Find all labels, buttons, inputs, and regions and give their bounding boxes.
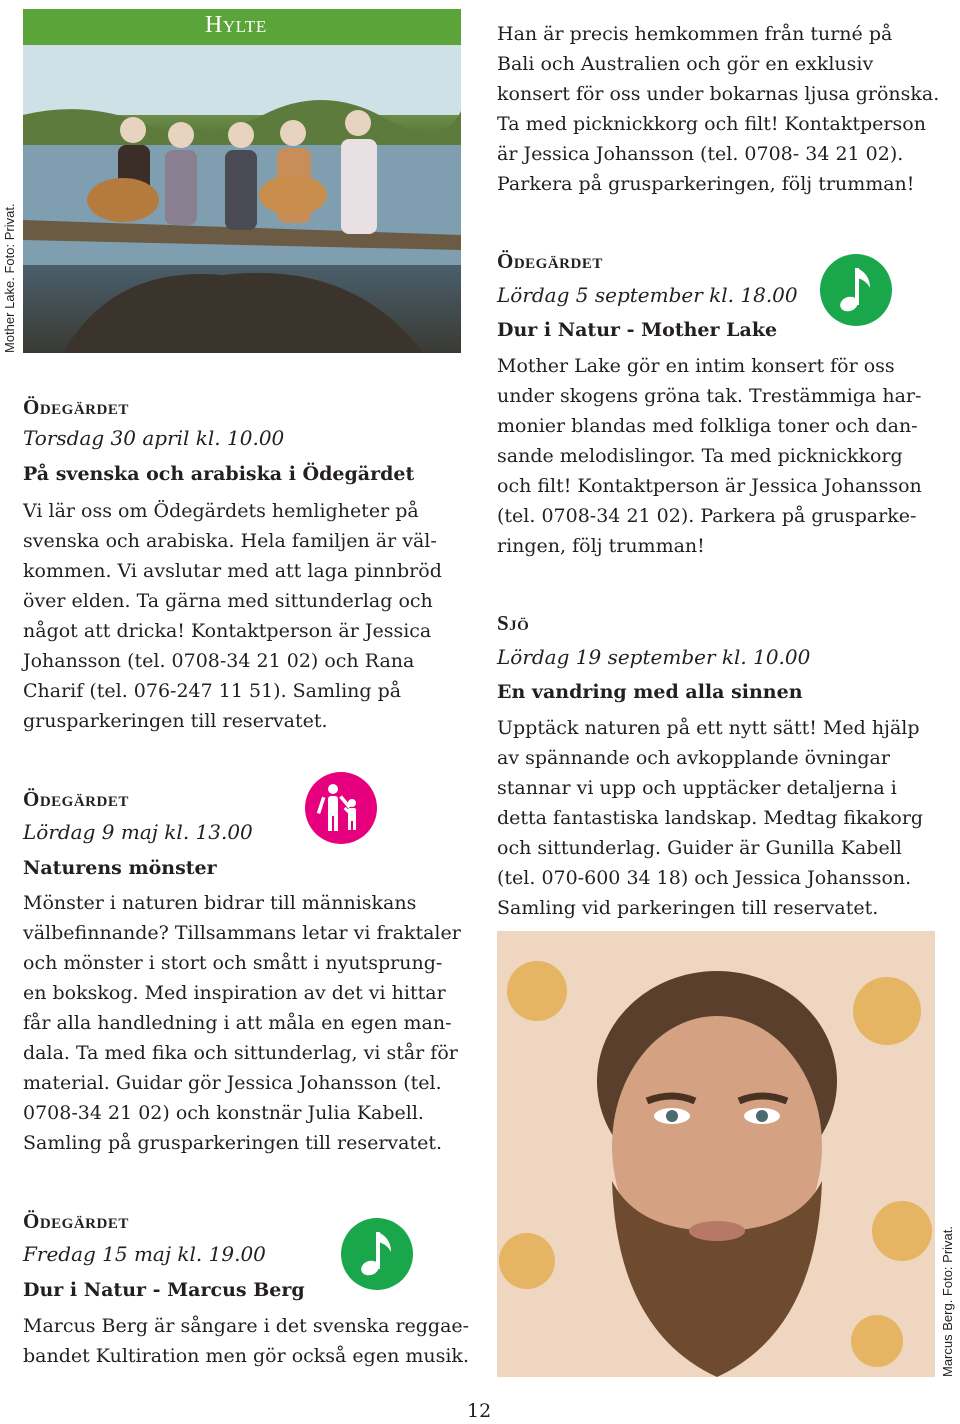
event1-body-line: Johansson (tel. 0708-34 21 02) och Rana (23, 650, 415, 672)
event1-body-line: något att dricka! Kontaktperson är Jessica (23, 620, 432, 642)
event1-body-line: kommen. Vi avslutar med att laga pinnbröd (23, 560, 442, 582)
event4-body (497, 351, 922, 561)
event1-body-line: Vi lär oss om Ödegärdets hemligheter på (23, 500, 419, 522)
event2-body-line: en bokskog. Med inspiration av det vi hittar (23, 982, 446, 1004)
music-note-glyph (820, 254, 892, 326)
mother-lake-photo (23, 45, 461, 353)
event2-body (23, 888, 461, 1158)
event1-body (23, 496, 442, 736)
event3-body-line: bandet Kultiration men gör också egen musik. (23, 1345, 469, 1367)
event3-continued-line: Han är precis hemkommen från turné på (497, 23, 893, 45)
event1-body-line: svenska och arabiska. Hela familjen är väl- (23, 530, 437, 552)
event4-body-line: ringen, följ trumman! (497, 535, 705, 557)
event2-title: Naturens mönster (23, 857, 217, 879)
event3-continued-line: konsert för oss under bokarnas ljusa grönska. (497, 83, 940, 105)
marcus-berg-photo (497, 931, 935, 1377)
event2-body-line: material. Guidar gör Jessica Johansson (tel. (23, 1072, 442, 1094)
event4-body-line: (tel. 0708-34 21 02). Parkera på grusparke- (497, 505, 917, 527)
event2-body-line: Mönster i naturen bidrar till människans (23, 892, 417, 914)
page-header-title: Hylte (205, 12, 267, 38)
event4-body-line: Mother Lake gör en intim konsert för oss (497, 355, 895, 377)
event5-body-line: detta fantastiska landskap. Medtag fikakorg (497, 807, 924, 829)
family-icon (305, 772, 377, 844)
event4-date: Lördag 5 september kl. 18.00 (497, 283, 798, 307)
event5-body-line: stannar vi upp och upptäcker detaljerna i (497, 777, 897, 799)
event1-body-line: Charif (tel. 076-247 11 51). Samling på (23, 680, 402, 702)
event3-continued-line: är Jessica Johansson (tel. 0708- 34 21 02). (497, 143, 904, 165)
event5-body-line: av spännande och avkopplande övningar (497, 747, 890, 769)
event4-body-line: monier blandas med folkliga toner och dan- (497, 415, 918, 437)
event4-body-line: sande melodislingor. Ta med picknickkorg (497, 445, 903, 467)
page-number: 12 (467, 1400, 492, 1422)
event4-venue: Ödegärdet (497, 249, 603, 273)
event1-body-line: över elden. Ta gärna med sittunderlag och (23, 590, 433, 612)
event1-venue: Ödegärdet (23, 395, 129, 419)
event4-body-line: under skogens gröna tak. Trestämmiga har- (497, 385, 922, 407)
event3-continued-line: Ta med picknickkorg och filt! Kontaktperson (497, 113, 926, 135)
marcus-berg-photo-illustration (497, 931, 935, 1377)
event2-venue: Ödegärdet (23, 787, 129, 811)
event2-date: Lördag 9 maj kl. 13.00 (23, 820, 253, 844)
event5-date: Lördag 19 september kl. 10.00 (497, 645, 811, 669)
event3-title: Dur i Natur - Marcus Berg (23, 1279, 305, 1301)
event5-title: En vandring med alla sinnen (497, 681, 803, 703)
event5-body-line: och sittunderlag. Guider är Gunilla Kabell (497, 837, 902, 859)
event4-body-line: och filt! Kontaktperson är Jessica Johansson (497, 475, 922, 497)
event3-continued-body (497, 19, 939, 199)
music-note-icon (341, 1218, 413, 1290)
family-icon-glyph (305, 772, 377, 844)
event3-body (23, 1311, 469, 1371)
event5-venue: Sjö (497, 611, 530, 635)
event1-date: Torsdag 30 april kl. 10.00 (23, 426, 285, 450)
event4-title: Dur i Natur - Mother Lake (497, 319, 778, 341)
photo-credit-marcus-berg: Marcus Berg. Foto: Privat. (940, 1226, 955, 1377)
event2-body-line: dala. Ta med fika och sittunderlag, vi står för (23, 1042, 458, 1064)
event3-continued-line: Bali och Australien och gör en exklusiv (497, 53, 874, 75)
event3-body-line: Marcus Berg är sångare i det svenska reggae- (23, 1315, 470, 1337)
event2-body-line: 0708-34 21 02) och konstnär Julia Kabell. (23, 1102, 424, 1124)
event1-title: På svenska och arabiska i Ödegärdet (23, 463, 415, 485)
event3-date: Fredag 15 maj kl. 19.00 (23, 1242, 266, 1266)
event5-body (497, 713, 923, 923)
event2-body-line: får alla handledning i att måla en egen man- (23, 1012, 452, 1034)
mother-lake-photo-illustration (23, 45, 461, 353)
event3-venue: Ödegärdet (23, 1209, 129, 1233)
music-note-icon (820, 254, 892, 326)
photo-credit-mother-lake: Mother Lake. Foto: Privat. (2, 203, 17, 353)
event2-body-line: välbefinnande? Tillsammans letar vi fraktaler (23, 922, 461, 944)
event5-body-line: (tel. 070-600 34 18) och Jessica Johansson. (497, 867, 912, 889)
music-note-glyph (341, 1218, 413, 1290)
event3-continued-line: Parkera på grusparkeringen, följ trumman! (497, 173, 915, 195)
event5-body-line: Upptäck naturen på ett nytt sätt! Med hjälp (497, 717, 920, 739)
event2-body-line: och mönster i stort och smått i nyutsprung- (23, 952, 443, 974)
event2-body-line: Samling på grusparkeringen till reservatet. (23, 1132, 443, 1154)
event5-body-line: Samling vid parkeringen till reservatet. (497, 897, 879, 919)
event1-body-line: grusparkeringen till reservatet. (23, 710, 328, 732)
